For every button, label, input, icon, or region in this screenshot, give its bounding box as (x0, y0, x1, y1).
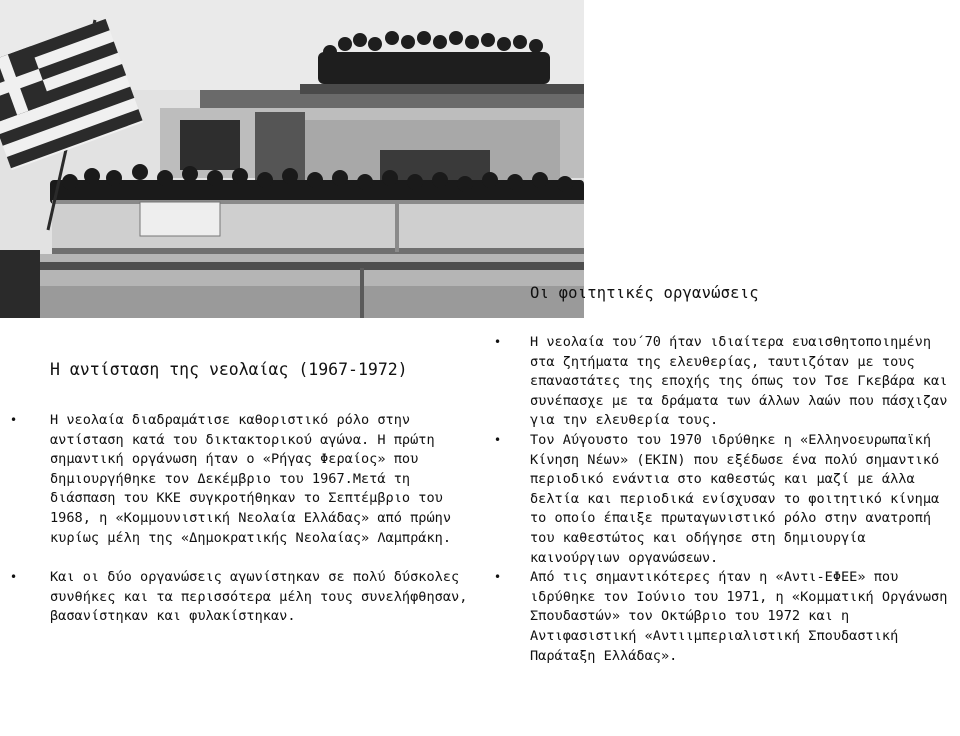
list-item (494, 568, 960, 666)
bullet-text: Τον Αύγουστο του 1970 ιδρύθηκε η «Ελληνοευρωπαϊκή Κίνηση Νέων» (ΕΚΙΝ) που εξέδωσε ένα πολύ σημαντικό περιοδικό ενάντια στο καθεστώς και μαζί με άλλα δελτία και περιοδικά ενίσχυσαν το φοιτητικό κίνημα το οποίο έπαιξε πρωταγωνιστικό ρόλο στην ανατροπή του καθεστώτος και οδήγησε στη δημιουργία καινούργιων οργανώσεων. (530, 431, 940, 566)
bullet-icon: • (494, 570, 502, 585)
list-item (494, 431, 960, 568)
bullet-icon: • (10, 570, 18, 585)
youth-resistance-heading: Η αντίσταση της νεολαίας (1967-1972) (50, 360, 408, 379)
list-item (10, 568, 470, 627)
bullet-icon: • (494, 335, 502, 349)
list-item (10, 411, 470, 548)
youth-resistance-list (10, 411, 470, 627)
bullet-text: Η νεολαία διαδραμάτισε καθοριστικό ρόλο στην αντίσταση κατά του δικτακτορικού αγώνα. Η πρώτη σημαντική οργάνωση ήταν ο «Ρήγας Φεραίος» που δημιουργήθηκε τον Δεκέμβριο του 1967.Μετά τη διάσπαση του ΚΚΕ συγκροτήθηκαν το Σεπτέμβριο του 1968, η «Κομμουνιστική Νεολαία Ελλάδας» από πρώην κυρίως μέλη της «Δημοκρατικής Νεολαίας» Λαμπράκη. (50, 412, 452, 546)
bullet-text: Από τις σημαντικότερες ήταν η «Αντι-ΕΦΕΕ» που ιδρύθηκε τον Ιούνιο του 1971, η «Κομματική Οργάνωση Σπουδαστών» τον Οκτώβριο του 1972 και η Αντιφασιστική «Αντιιμπεριαλιστική Σπουδαστική Παράταξη Ελλάδας». (530, 569, 948, 664)
student-organizations-list (494, 333, 960, 666)
list-item (494, 333, 960, 431)
bullet-icon: • (494, 432, 502, 447)
bullet-text: Και οι δύο οργανώσεις αγωνίστηκαν σε πολύ δύσκολες συνθήκες και τα περισσότερα μέλη τους συνελήφθησαν, βασανίστηκαν και φυλακίστηκαν. (50, 569, 468, 625)
student-organizations-heading: Οι φοιτητικές οργανώσεις (530, 284, 759, 302)
bullet-text: Η νεολαία του΄70 ήταν ιδιαίτερα ευαισθητοποιημένη στα ζητήματα της ελευθερίας, ταυτιζόταν με τους επαναστάτες της εποχής της όπως τον Τσε Γκεβάρα και συνέπασχε με τα δράματα των άλλων λαών που πάσχιζαν για την ελευθερία τους. (530, 334, 948, 429)
rooftop-protest-photo (0, 0, 584, 318)
bullet-icon: • (10, 413, 18, 427)
